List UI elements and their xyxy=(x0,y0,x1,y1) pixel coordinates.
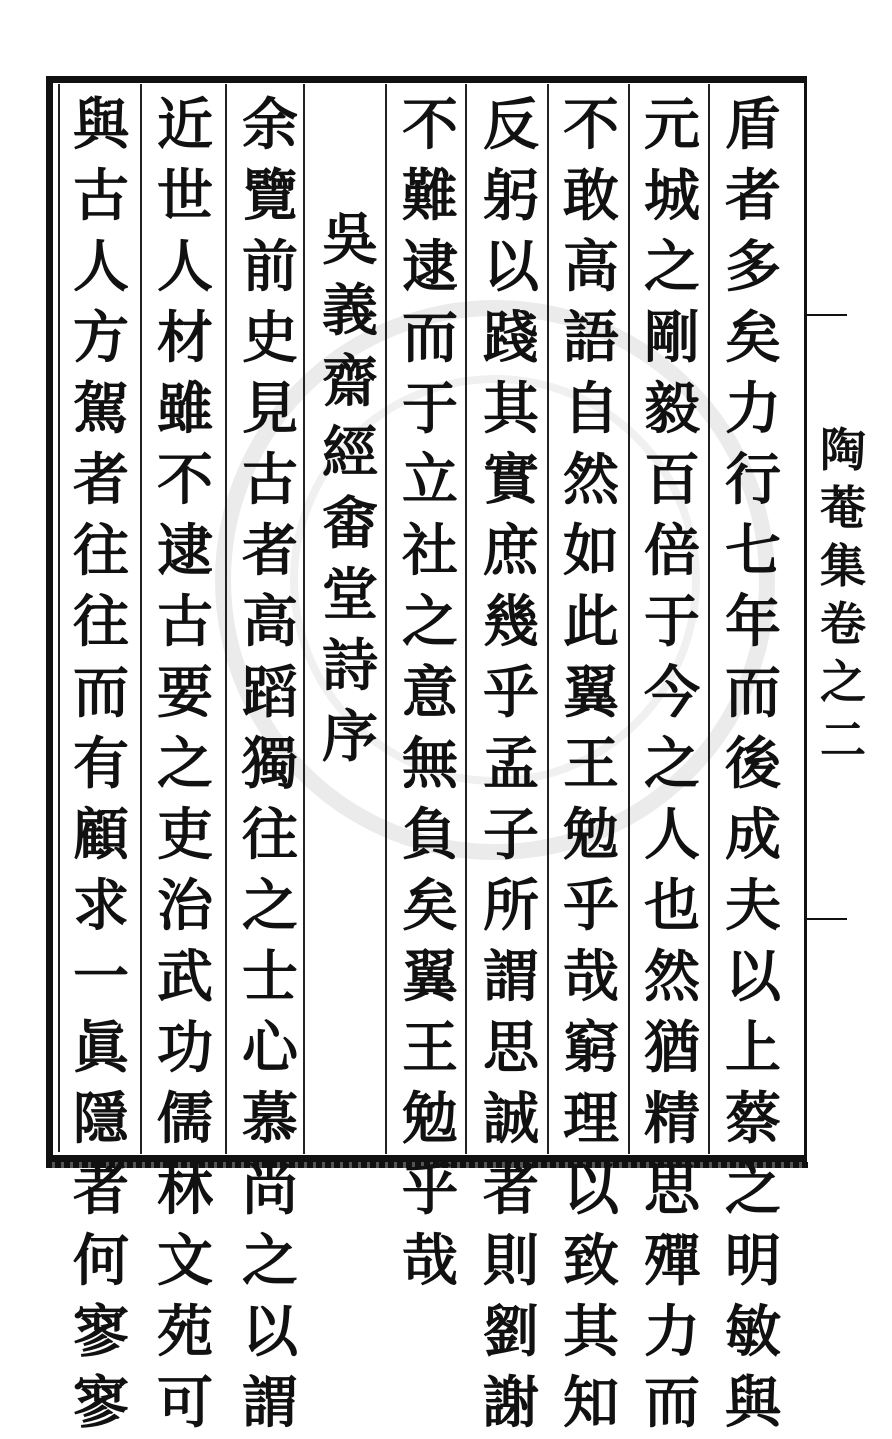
text-char: 庶 xyxy=(483,518,539,584)
text-char: 方 xyxy=(73,305,129,371)
text-char: 以 xyxy=(242,1299,298,1365)
text-char: 難 xyxy=(402,163,458,229)
text-char: 之 xyxy=(725,1157,781,1223)
text-char: 林 xyxy=(157,1157,213,1223)
text-char: 所 xyxy=(483,873,539,939)
text-char: 翼 xyxy=(402,944,458,1010)
text-char: 剛 xyxy=(644,305,700,371)
text-char: 武 xyxy=(157,944,213,1010)
text-char: 古 xyxy=(157,589,213,655)
text-char: 無 xyxy=(402,731,458,797)
text-char: 尚 xyxy=(242,1157,298,1223)
text-char: 寥 xyxy=(73,1299,129,1365)
text-char: 而 xyxy=(402,305,458,371)
text-char: 反 xyxy=(483,92,539,158)
text-char: 也 xyxy=(644,873,700,939)
text-char: 者 xyxy=(242,518,298,584)
text-char: 吳 xyxy=(322,207,378,273)
column-rule xyxy=(140,84,142,1154)
text-char: 往 xyxy=(73,589,129,655)
text-char: 逮 xyxy=(402,234,458,300)
text-char: 子 xyxy=(483,802,539,868)
text-char: 吏 xyxy=(157,802,213,868)
text-char: 雖 xyxy=(157,376,213,442)
text-char: 然 xyxy=(644,944,700,1010)
text-char: 之 xyxy=(157,731,213,797)
margin-title-char: 之 xyxy=(820,655,866,709)
text-char: 理 xyxy=(563,1086,619,1152)
text-char: 見 xyxy=(242,376,298,442)
text-char: 猶 xyxy=(644,1015,700,1081)
text-column xyxy=(718,90,788,1436)
text-char: 士 xyxy=(242,944,298,1010)
text-char: 不 xyxy=(402,92,458,158)
margin-rule-top xyxy=(807,314,847,316)
text-char: 者 xyxy=(483,1157,539,1223)
text-char: 顧 xyxy=(73,802,129,868)
text-column xyxy=(395,90,465,1294)
text-char: 乎 xyxy=(402,1157,458,1223)
text-char: 哉 xyxy=(563,944,619,1010)
text-char: 于 xyxy=(402,376,458,442)
text-char: 詩 xyxy=(322,633,378,699)
text-char: 近 xyxy=(157,92,213,158)
text-char: 而 xyxy=(73,660,129,726)
text-char: 後 xyxy=(725,731,781,797)
text-char: 社 xyxy=(402,518,458,584)
text-char: 可 xyxy=(157,1370,213,1436)
text-char: 此 xyxy=(563,589,619,655)
text-char: 人 xyxy=(157,234,213,300)
margin-title-char: 陶 xyxy=(820,423,866,477)
text-char: 勉 xyxy=(563,802,619,868)
text-char: 踐 xyxy=(483,305,539,371)
margin-rule-bottom xyxy=(807,918,847,920)
column-rule xyxy=(465,84,467,1154)
text-char: 求 xyxy=(73,873,129,939)
text-char: 上 xyxy=(725,1015,781,1081)
text-char: 史 xyxy=(242,305,298,371)
text-column xyxy=(476,90,546,1436)
text-char: 儒 xyxy=(157,1086,213,1152)
text-char: 誠 xyxy=(483,1086,539,1152)
text-char: 勉 xyxy=(402,1086,458,1152)
text-char: 意 xyxy=(402,660,458,726)
text-char: 盾 xyxy=(725,92,781,158)
text-column xyxy=(66,90,136,1436)
text-char: 治 xyxy=(157,873,213,939)
text-char: 前 xyxy=(242,234,298,300)
text-char: 之 xyxy=(644,731,700,797)
text-char: 王 xyxy=(563,731,619,797)
inner-border-line xyxy=(58,84,60,1152)
text-char: 齋 xyxy=(322,349,378,415)
text-char: 倍 xyxy=(644,518,700,584)
text-char: 七 xyxy=(725,518,781,584)
text-char: 矣 xyxy=(402,873,458,939)
text-column xyxy=(150,90,220,1436)
text-char: 古 xyxy=(73,163,129,229)
text-char: 苑 xyxy=(157,1299,213,1365)
text-char: 負 xyxy=(402,802,458,868)
text-char: 一 xyxy=(73,944,129,1010)
text-char: 知 xyxy=(563,1370,619,1436)
text-column xyxy=(637,90,707,1436)
text-char: 劉 xyxy=(483,1299,539,1365)
text-char: 立 xyxy=(402,447,458,513)
text-char: 矣 xyxy=(725,305,781,371)
text-char: 序 xyxy=(322,704,378,770)
text-char: 百 xyxy=(644,447,700,513)
text-char: 如 xyxy=(563,518,619,584)
text-char: 之 xyxy=(402,589,458,655)
text-char: 于 xyxy=(644,589,700,655)
text-char: 成 xyxy=(725,802,781,868)
text-char: 以 xyxy=(725,944,781,1010)
text-char: 孟 xyxy=(483,731,539,797)
text-char: 哉 xyxy=(402,1228,458,1294)
text-char: 翼 xyxy=(563,660,619,726)
text-char: 其 xyxy=(483,376,539,442)
column-rule xyxy=(547,84,549,1154)
text-char: 之 xyxy=(242,1228,298,1294)
text-char: 者 xyxy=(73,1157,129,1223)
text-char: 而 xyxy=(644,1370,700,1436)
text-char: 眞 xyxy=(73,1015,129,1081)
text-char: 以 xyxy=(483,234,539,300)
text-char: 材 xyxy=(157,305,213,371)
text-char: 不 xyxy=(157,447,213,513)
text-char: 余 xyxy=(242,92,298,158)
text-char: 覽 xyxy=(242,163,298,229)
text-char: 窮 xyxy=(563,1015,619,1081)
text-char: 不 xyxy=(563,92,619,158)
text-char: 高 xyxy=(242,589,298,655)
text-char: 王 xyxy=(402,1015,458,1081)
text-char: 今 xyxy=(644,660,700,726)
text-char: 致 xyxy=(563,1228,619,1294)
text-char: 毅 xyxy=(644,376,700,442)
text-char: 心 xyxy=(242,1015,298,1081)
text-char: 功 xyxy=(157,1015,213,1081)
margin-title-char: 菴 xyxy=(820,481,866,535)
text-char: 多 xyxy=(725,234,781,300)
margin-strip xyxy=(807,76,892,1168)
text-char: 者 xyxy=(725,163,781,229)
text-char: 隱 xyxy=(73,1086,129,1152)
text-char: 殫 xyxy=(644,1228,700,1294)
margin-title xyxy=(813,421,873,769)
text-char: 蔡 xyxy=(725,1086,781,1152)
text-char: 而 xyxy=(725,660,781,726)
text-char: 幾 xyxy=(483,589,539,655)
text-char: 謝 xyxy=(483,1370,539,1436)
text-char: 文 xyxy=(157,1228,213,1294)
text-char: 則 xyxy=(483,1228,539,1294)
text-char: 明 xyxy=(725,1228,781,1294)
text-char: 世 xyxy=(157,163,213,229)
text-char: 古 xyxy=(242,447,298,513)
text-char: 與 xyxy=(73,92,129,158)
text-char: 者 xyxy=(73,447,129,513)
text-char: 人 xyxy=(73,234,129,300)
text-char: 有 xyxy=(73,731,129,797)
text-column xyxy=(235,90,305,1436)
text-char: 力 xyxy=(725,376,781,442)
text-char: 要 xyxy=(157,660,213,726)
column-rule xyxy=(385,84,387,1154)
text-char: 實 xyxy=(483,447,539,513)
text-char: 行 xyxy=(725,447,781,513)
text-char: 畬 xyxy=(322,491,378,557)
text-char: 思 xyxy=(644,1157,700,1223)
text-char: 寥 xyxy=(73,1370,129,1436)
text-char: 其 xyxy=(563,1299,619,1365)
text-char: 與 xyxy=(725,1370,781,1436)
text-char: 人 xyxy=(644,802,700,868)
text-char: 精 xyxy=(644,1086,700,1152)
text-char: 自 xyxy=(563,376,619,442)
text-char: 語 xyxy=(563,305,619,371)
text-column xyxy=(556,90,626,1436)
margin-title-char: 集 xyxy=(820,539,866,593)
text-char: 城 xyxy=(644,163,700,229)
margin-title-char: 卷 xyxy=(820,597,866,651)
text-char: 義 xyxy=(322,278,378,344)
text-char: 謂 xyxy=(242,1370,298,1436)
text-char: 躬 xyxy=(483,163,539,229)
column-rule xyxy=(708,84,710,1154)
text-char: 夫 xyxy=(725,873,781,939)
margin-title-char: 二 xyxy=(820,713,866,767)
text-char: 乎 xyxy=(483,660,539,726)
text-char: 敏 xyxy=(725,1299,781,1365)
text-char: 力 xyxy=(644,1299,700,1365)
section-heading xyxy=(315,205,385,1265)
text-char: 堂 xyxy=(322,562,378,628)
column-rule xyxy=(628,84,630,1154)
text-char: 之 xyxy=(644,234,700,300)
text-char: 往 xyxy=(73,518,129,584)
text-char: 蹈 xyxy=(242,660,298,726)
text-char: 謂 xyxy=(483,944,539,1010)
text-char: 敢 xyxy=(563,163,619,229)
text-char: 往 xyxy=(242,802,298,868)
text-char: 駕 xyxy=(73,376,129,442)
text-char: 經 xyxy=(322,420,378,486)
text-char: 乎 xyxy=(563,873,619,939)
text-char: 慕 xyxy=(242,1086,298,1152)
text-char: 然 xyxy=(563,447,619,513)
text-char: 思 xyxy=(483,1015,539,1081)
text-char: 逮 xyxy=(157,518,213,584)
text-char: 何 xyxy=(73,1228,129,1294)
text-char: 年 xyxy=(725,589,781,655)
text-char: 以 xyxy=(563,1157,619,1223)
text-char: 獨 xyxy=(242,731,298,797)
text-char: 元 xyxy=(644,92,700,158)
text-char: 之 xyxy=(242,873,298,939)
column-rule xyxy=(225,84,227,1154)
text-char: 高 xyxy=(563,234,619,300)
